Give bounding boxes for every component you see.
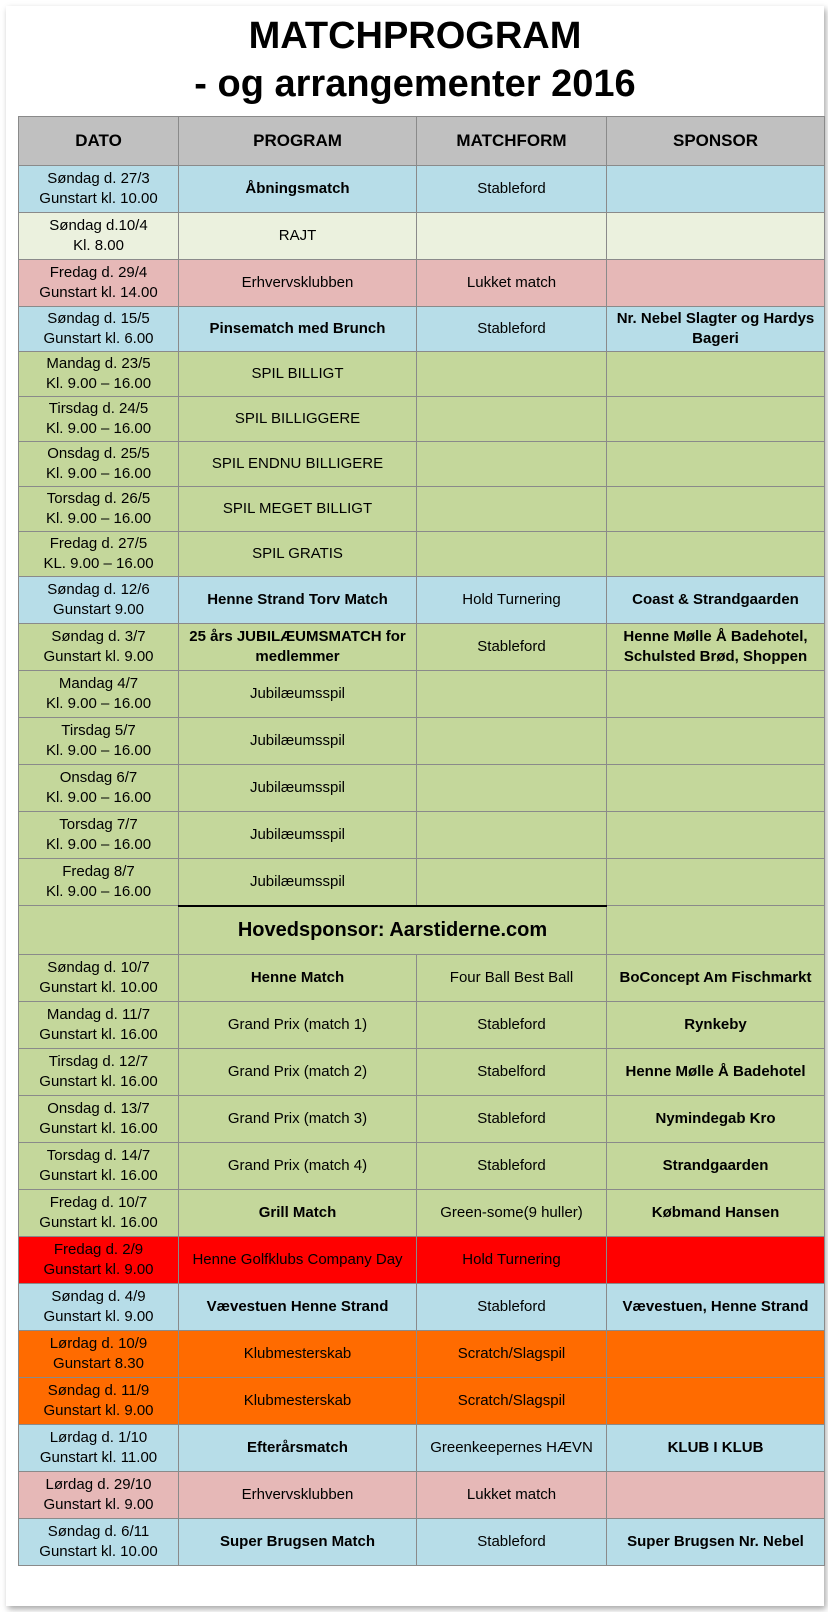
sponsor-cell bbox=[607, 487, 825, 532]
date-cell: Søndag d. 10/7 Gunstart kl. 10.00 bbox=[19, 955, 179, 1002]
matchform-cell: Hold Turnering bbox=[417, 1237, 607, 1284]
matchform-cell: Stableford bbox=[417, 1143, 607, 1190]
matchform-cell bbox=[417, 442, 607, 487]
sponsor-cell: Rynkeby bbox=[607, 1002, 825, 1049]
table-row bbox=[19, 1519, 825, 1566]
table-row bbox=[19, 442, 825, 487]
table-row bbox=[19, 213, 825, 260]
program-cell: Jubilæumsspil bbox=[179, 765, 417, 812]
sponsor-cell: Vævestuen, Henne Strand bbox=[607, 1284, 825, 1331]
sponsor-cell bbox=[607, 397, 825, 442]
table-row bbox=[19, 812, 825, 859]
program-cell: Henne Strand Torv Match bbox=[179, 577, 417, 624]
matchform-cell: Scratch/Slagspil bbox=[417, 1378, 607, 1425]
matchform-cell: Lukket match bbox=[417, 260, 607, 307]
program-cell: Grand Prix (match 1) bbox=[179, 1002, 417, 1049]
table-row bbox=[19, 624, 825, 671]
program-cell: Erhvervsklubben bbox=[179, 1472, 417, 1519]
table-row bbox=[19, 955, 825, 1002]
program-cell: SPIL MEGET BILLIGT bbox=[179, 487, 417, 532]
table-row bbox=[19, 1049, 825, 1096]
program-cell: Pinsematch med Brunch bbox=[179, 307, 417, 352]
matchform-cell bbox=[417, 718, 607, 765]
program-cell: Henne Match bbox=[179, 955, 417, 1002]
matchform-cell: Lukket match bbox=[417, 1472, 607, 1519]
table-row bbox=[19, 1237, 825, 1284]
matchform-cell: Green-some(9 huller) bbox=[417, 1190, 607, 1237]
program-cell: SPIL ENDNU BILLIGERE bbox=[179, 442, 417, 487]
sponsor-cell bbox=[607, 442, 825, 487]
matchform-cell bbox=[417, 213, 607, 260]
sponsor-cell bbox=[607, 1378, 825, 1425]
sponsor-cell: Købmand Hansen bbox=[607, 1190, 825, 1237]
sponsor-cell: KLUB I KLUB bbox=[607, 1425, 825, 1472]
program-cell: Jubilæumsspil bbox=[179, 718, 417, 765]
date-cell: Fredag d. 10/7 Gunstart kl. 16.00 bbox=[19, 1190, 179, 1237]
matchform-cell: Greenkeepernes HÆVN bbox=[417, 1425, 607, 1472]
table-row bbox=[19, 718, 825, 765]
date-cell: Lørdag d. 1/10 Gunstart kl. 11.00 bbox=[19, 1425, 179, 1472]
table-row bbox=[19, 532, 825, 577]
table-row bbox=[19, 671, 825, 718]
date-cell: Fredag d. 29/4 Gunstart kl. 14.00 bbox=[19, 260, 179, 307]
sponsor-cell: Nymindegab Kro bbox=[607, 1096, 825, 1143]
date-cell: Søndag d. 11/9 Gunstart kl. 9.00 bbox=[19, 1378, 179, 1425]
sponsor-cell: Strandgaarden bbox=[607, 1143, 825, 1190]
table-row bbox=[19, 352, 825, 397]
matchform-cell: Hold Turnering bbox=[417, 577, 607, 624]
header-row bbox=[19, 117, 825, 166]
sponsor-cell: Nr. Nebel Slagter og Hardys Bageri bbox=[607, 307, 825, 352]
matchform-cell bbox=[417, 859, 607, 906]
table-row bbox=[19, 166, 825, 213]
table-row bbox=[19, 1378, 825, 1425]
program-cell: Grill Match bbox=[179, 1190, 417, 1237]
program-cell: RAJT bbox=[179, 213, 417, 260]
date-cell: Mandag d. 11/7 Gunstart kl. 16.00 bbox=[19, 1002, 179, 1049]
matchform-cell bbox=[417, 487, 607, 532]
page-title bbox=[6, 12, 824, 108]
table-row bbox=[19, 859, 825, 906]
program-cell: Erhvervsklubben bbox=[179, 260, 417, 307]
matchform-cell: Stableford bbox=[417, 1519, 607, 1566]
date-cell: Onsdag d. 25/5 Kl. 9.00 – 16.00 bbox=[19, 442, 179, 487]
table-row bbox=[19, 1284, 825, 1331]
date-cell: Onsdag 6/7 Kl. 9.00 – 16.00 bbox=[19, 765, 179, 812]
main-sponsor-row bbox=[19, 906, 825, 955]
table-row bbox=[19, 260, 825, 307]
program-cell: SPIL BILLIGGERE bbox=[179, 397, 417, 442]
sponsor-cell: Henne Mølle Å Badehotel, Schulsted Brød, Shoppen bbox=[607, 624, 825, 671]
date-cell: Lørdag d. 10/9 Gunstart 8.30 bbox=[19, 1331, 179, 1378]
match-program-table bbox=[18, 116, 825, 1566]
header-sponsor: SPONSOR bbox=[607, 117, 825, 166]
table-row bbox=[19, 1425, 825, 1472]
sponsor-cell: Super Brugsen Nr. Nebel bbox=[607, 1519, 825, 1566]
matchform-cell: Stableford bbox=[417, 1284, 607, 1331]
matchform-cell: Scratch/Slagspil bbox=[417, 1331, 607, 1378]
banner-empty-cell bbox=[19, 906, 179, 955]
table-row bbox=[19, 1472, 825, 1519]
sponsor-cell bbox=[607, 718, 825, 765]
header-matchform: MATCHFORM bbox=[417, 117, 607, 166]
sponsor-cell bbox=[607, 812, 825, 859]
sponsor-cell: BoConcept Am Fischmarkt bbox=[607, 955, 825, 1002]
program-cell: Åbningsmatch bbox=[179, 166, 417, 213]
table-row bbox=[19, 307, 825, 352]
date-cell: Tirsdag d. 24/5 Kl. 9.00 – 16.00 bbox=[19, 397, 179, 442]
program-cell: Jubilæumsspil bbox=[179, 812, 417, 859]
sponsor-cell bbox=[607, 532, 825, 577]
date-cell: Torsdag 7/7 Kl. 9.00 – 16.00 bbox=[19, 812, 179, 859]
program-cell: Jubilæumsspil bbox=[179, 671, 417, 718]
sponsor-cell bbox=[607, 1331, 825, 1378]
date-cell: Søndag d. 6/11 Gunstart kl. 10.00 bbox=[19, 1519, 179, 1566]
sponsor-cell bbox=[607, 859, 825, 906]
table-row bbox=[19, 1190, 825, 1237]
program-cell: Grand Prix (match 2) bbox=[179, 1049, 417, 1096]
program-cell: Vævestuen Henne Strand bbox=[179, 1284, 417, 1331]
matchform-cell: Four Ball Best Ball bbox=[417, 955, 607, 1002]
program-cell: Efterårsmatch bbox=[179, 1425, 417, 1472]
date-cell: Mandag 4/7 Kl. 9.00 – 16.00 bbox=[19, 671, 179, 718]
date-cell: Mandag d. 23/5 Kl. 9.00 – 16.00 bbox=[19, 352, 179, 397]
program-cell: Klubmesterskab bbox=[179, 1378, 417, 1425]
matchform-cell bbox=[417, 352, 607, 397]
sponsor-cell bbox=[607, 671, 825, 718]
matchform-cell: Stabelford bbox=[417, 1049, 607, 1096]
header-dato: DATO bbox=[19, 117, 179, 166]
program-cell: Grand Prix (match 4) bbox=[179, 1143, 417, 1190]
sponsor-cell: Henne Mølle Å Badehotel bbox=[607, 1049, 825, 1096]
matchform-cell: Stableford bbox=[417, 1096, 607, 1143]
table-row bbox=[19, 1331, 825, 1378]
title-line-1: MATCHPROGRAM bbox=[248, 15, 582, 57]
matchform-cell bbox=[417, 812, 607, 859]
sponsor-cell bbox=[607, 213, 825, 260]
matchform-cell: Stableford bbox=[417, 1002, 607, 1049]
matchform-cell bbox=[417, 532, 607, 577]
program-cell: Klubmesterskab bbox=[179, 1331, 417, 1378]
date-cell: Søndag d. 12/6 Gunstart 9.00 bbox=[19, 577, 179, 624]
sponsor-cell bbox=[607, 260, 825, 307]
date-cell: Søndag d. 4/9 Gunstart kl. 9.00 bbox=[19, 1284, 179, 1331]
header-program: PROGRAM bbox=[179, 117, 417, 166]
table-row bbox=[19, 577, 825, 624]
date-cell: Onsdag d. 13/7 Gunstart kl. 16.00 bbox=[19, 1096, 179, 1143]
date-cell: Torsdag d. 26/5 Kl. 9.00 – 16.00 bbox=[19, 487, 179, 532]
title-line-2: - og arrangementer 2016 bbox=[194, 63, 636, 105]
program-cell: 25 års JUBILÆUMSMATCH for medlemmer bbox=[179, 624, 417, 671]
banner-empty-cell bbox=[607, 906, 825, 955]
main-sponsor-banner: Hovedsponsor: Aarstiderne.com bbox=[179, 906, 607, 955]
program-cell: Henne Golfklubs Company Day bbox=[179, 1237, 417, 1284]
program-cell: SPIL GRATIS bbox=[179, 532, 417, 577]
program-cell: Super Brugsen Match bbox=[179, 1519, 417, 1566]
sponsor-cell bbox=[607, 765, 825, 812]
date-cell: Tirsdag d. 12/7 Gunstart kl. 16.00 bbox=[19, 1049, 179, 1096]
matchform-cell bbox=[417, 397, 607, 442]
date-cell: Lørdag d. 29/10 Gunstart kl. 9.00 bbox=[19, 1472, 179, 1519]
program-cell: Grand Prix (match 3) bbox=[179, 1096, 417, 1143]
sponsor-cell bbox=[607, 166, 825, 213]
date-cell: Søndag d. 27/3 Gunstart kl. 10.00 bbox=[19, 166, 179, 213]
sponsor-cell bbox=[607, 352, 825, 397]
matchform-cell: Stableford bbox=[417, 624, 607, 671]
sponsor-cell: Coast & Strandgaarden bbox=[607, 577, 825, 624]
table-row bbox=[19, 1096, 825, 1143]
table-row bbox=[19, 397, 825, 442]
matchform-cell bbox=[417, 765, 607, 812]
date-cell: Fredag d. 27/5 KL. 9.00 – 16.00 bbox=[19, 532, 179, 577]
date-cell: Søndag d. 15/5 Gunstart kl. 6.00 bbox=[19, 307, 179, 352]
table-row bbox=[19, 1143, 825, 1190]
sponsor-cell bbox=[607, 1472, 825, 1519]
matchform-cell bbox=[417, 671, 607, 718]
table-row bbox=[19, 487, 825, 532]
date-cell: Fredag 8/7 Kl. 9.00 – 16.00 bbox=[19, 859, 179, 906]
program-cell: Jubilæumsspil bbox=[179, 859, 417, 906]
date-cell: Søndag d.10/4 Kl. 8.00 bbox=[19, 213, 179, 260]
date-cell: Søndag d. 3/7 Gunstart kl. 9.00 bbox=[19, 624, 179, 671]
table-row bbox=[19, 1002, 825, 1049]
table-row bbox=[19, 765, 825, 812]
date-cell: Torsdag d. 14/7 Gunstart kl. 16.00 bbox=[19, 1143, 179, 1190]
program-cell: SPIL BILLIGT bbox=[179, 352, 417, 397]
date-cell: Fredag d. 2/9 Gunstart kl. 9.00 bbox=[19, 1237, 179, 1284]
matchform-cell: Stableford bbox=[417, 307, 607, 352]
matchform-cell: Stableford bbox=[417, 166, 607, 213]
date-cell: Tirsdag 5/7 Kl. 9.00 – 16.00 bbox=[19, 718, 179, 765]
program-sheet bbox=[6, 6, 824, 1606]
sponsor-cell bbox=[607, 1237, 825, 1284]
